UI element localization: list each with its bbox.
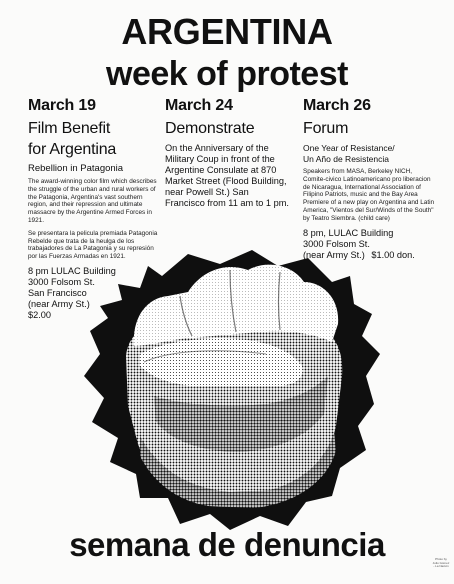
photo-credit: Photo by Julio Gómez - La Nación xyxy=(432,557,450,568)
event-date: March 19 xyxy=(28,97,96,114)
event-column-march-24 xyxy=(165,97,295,209)
event-name-line-2: for Argentina xyxy=(28,141,117,158)
forum-subtitle-english: One Year of Resistance/ xyxy=(303,143,395,153)
event-date: March 24 xyxy=(165,97,233,114)
event-address-text: (near Army St.) xyxy=(303,249,365,260)
forum-subtitle-spanish: Un Año de Resistencia xyxy=(303,153,389,164)
event-time-place: 8 pm, LULAC Building xyxy=(303,227,394,238)
event-date: March 26 xyxy=(303,97,371,114)
forum-description: Speakers from MASA, Berkeley NICH, Comite-civico Latinoamericano pro liberacion de Nicaragua, International Association of Filipino Patriots, music and the Bay Area Premiere of a new play on Argentina and Latin America, "Vientos del Sur/Winds of the South" by Teatro Siembra. (child care) xyxy=(303,168,435,222)
event-address-line-1: 3000 Folsom St. xyxy=(28,276,95,287)
event-name-line-1: Film Benefit xyxy=(28,120,111,137)
film-description-english: The award-winning color film which describes the struggle of the urban and rural workers of the Patagonia, Argentina's vast southern region, and their repression and ultimate massacre by the Argentine Armed Forces in 1921. xyxy=(28,178,157,224)
event-time-place: 8 pm LULAC Building xyxy=(28,265,116,276)
event-name: Forum xyxy=(303,120,349,137)
event-price: $1.00 don. xyxy=(371,249,415,260)
event-address-line-1: 3000 Folsom St. xyxy=(303,238,370,249)
event-address-line-3: (near Army St.) xyxy=(28,298,90,309)
event-address-line-2: San Francisco xyxy=(28,287,87,298)
film-title: Rebellion in Patagonia xyxy=(28,163,124,174)
poster-footer-title: semana de denuncia xyxy=(69,526,385,563)
event-name: Demonstrate xyxy=(165,120,255,137)
raised-fist-halftone-icon xyxy=(70,236,390,536)
poster-title: ARGENTINA xyxy=(121,11,333,52)
demonstration-details: On the Anniversary of the Military Coup in front of the Argentine Consulate at 870 Market Street (Flood Building, near Powell St.) San Francisco from 11 am to 1 pm. xyxy=(165,143,289,208)
poster-subtitle: week of protest xyxy=(106,55,348,93)
event-price: $2.00 xyxy=(28,309,51,320)
film-description-spanish: Se presentara la pelicula premiada Patagonia Rebelde que trata de la heulga de los trabajadores de La Patagonia y su represión por las Fuerzas Armadas en 1921. xyxy=(28,229,158,261)
